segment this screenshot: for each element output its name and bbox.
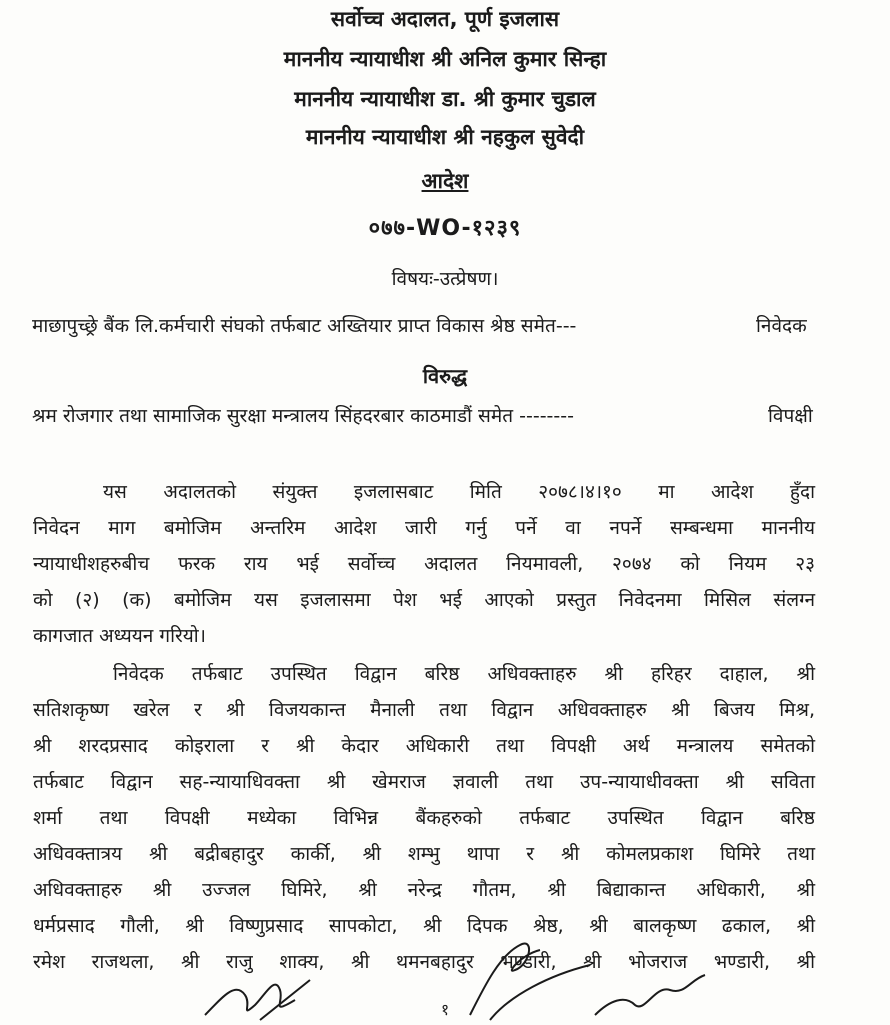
respondent: श्रम रोजगार तथा सामाजिक सुरक्षा मन्त्रालय सिंहदरबार काठमाडौं समेत -------- bbox=[32, 405, 574, 427]
paragraph-line: निवेदन माग बमोजिम अन्तरिम आदेश जारी गर्नु पर्ने वा नपर्ने सम्बन्धमा माननीय bbox=[33, 517, 815, 539]
paragraph-line: सतिशकृष्ण खरेल र श्री विजयकान्त मैनाली तथा विद्वान अधिवक्ताहरु श्री बिजय मिश्र, bbox=[33, 699, 815, 721]
paragraph-line: निवेदक तर्फबाट उपस्थित विद्वान बरिष्ठ अधिवक्ताहरु श्री हरिहर दाहाल, श्री bbox=[113, 663, 815, 685]
paragraph-line: यस अदालतको संयुक्त इजलासबाट मिति २०७८।४।१० मा आदेश हुँदा bbox=[103, 481, 815, 503]
versus-label: विरुद्ध bbox=[422, 364, 468, 388]
paragraph-line: को (२) (क) बमोजिम यस इजलासमा पेश भई आएको प्रस्तुत निवेदनमा मिसिल संलग्न bbox=[33, 589, 815, 611]
court-name: सर्वोच्च अदालत, पूर्ण इजलास bbox=[330, 7, 560, 31]
subject: विषयः-उत्प्रेषण। bbox=[391, 268, 499, 290]
paragraph-1 bbox=[33, 474, 815, 654]
doc-type-wrap bbox=[0, 166, 890, 196]
paragraph-line: न्यायाधीशहरुबीच फरक राय भई सर्वोच्च अदालत नियमावली, २०७४ को नियम २३ bbox=[33, 553, 815, 575]
justice-3: माननीय न्यायाधीश श्री नहकुल सुवेदी bbox=[305, 125, 585, 149]
page-number: १ bbox=[440, 1000, 450, 1019]
paragraph-line: तर्फबाट विद्वान सह-न्यायाधिवक्ता श्री खेमराज ज्ञवाली तथा उप-न्यायाधीवक्ता श्री सविता bbox=[33, 771, 815, 793]
justice-2: माननीय न्यायाधीश डा. श्री कुमार चुडाल bbox=[294, 87, 596, 111]
respondent-role: विपक्षी bbox=[768, 405, 813, 427]
justice-1: माननीय न्यायाधीश श्री अनिल कुमार सिन्हा bbox=[283, 47, 607, 71]
paragraph-2 bbox=[33, 656, 815, 980]
paragraph-line: श्री शरदप्रसाद कोइराला र श्री केदार अधिकारी तथा विपक्षी अर्थ मन्त्रालय समेतको bbox=[33, 735, 815, 757]
doc-type: आदेश bbox=[421, 169, 469, 193]
petitioner: माछापुच्छ्रे बैंक लि.कर्मचारी संघको तर्फबाट अख्तियार प्राप्त विकास श्रेष्ठ समेत--- bbox=[32, 315, 577, 337]
paragraph-line: रमेश राजथला, श्री राजु शाक्य, श्री थमनबहादुर भण्डारी, श्री भोजराज भण्डारी, श्री bbox=[33, 951, 815, 973]
paragraph-line: कागजात अध्ययन गरियो। bbox=[33, 625, 206, 647]
paragraph-line: अधिवक्ताहरु श्री उज्जल घिमिरे, श्री नरेन्द्र गौतम, श्री बिद्याकान्त अधिकारी, श्री bbox=[33, 879, 815, 901]
case-number: ०७७-WO-१२३९ bbox=[368, 216, 522, 241]
paragraph-line: धर्मप्रसाद गौली, श्री विष्णुप्रसाद सापकोटा, श्री दिपक श्रेष्ठ, श्री बालकृष्ण ढकाल, श्री bbox=[33, 915, 815, 937]
petitioner-role: निवेदक bbox=[756, 315, 807, 337]
paragraph-line: अधिवक्तात्रय श्री बद्रीबहादुर कार्की, श्री शम्भु थापा र श्री कोमलप्रकाश घिमिरे तथा bbox=[33, 843, 815, 865]
paragraph-line: शर्मा तथा विपक्षी मध्येका विभिन्न बैंकहरुको तर्फबाट उपस्थित विद्वान बरिष्ठ bbox=[33, 807, 815, 829]
